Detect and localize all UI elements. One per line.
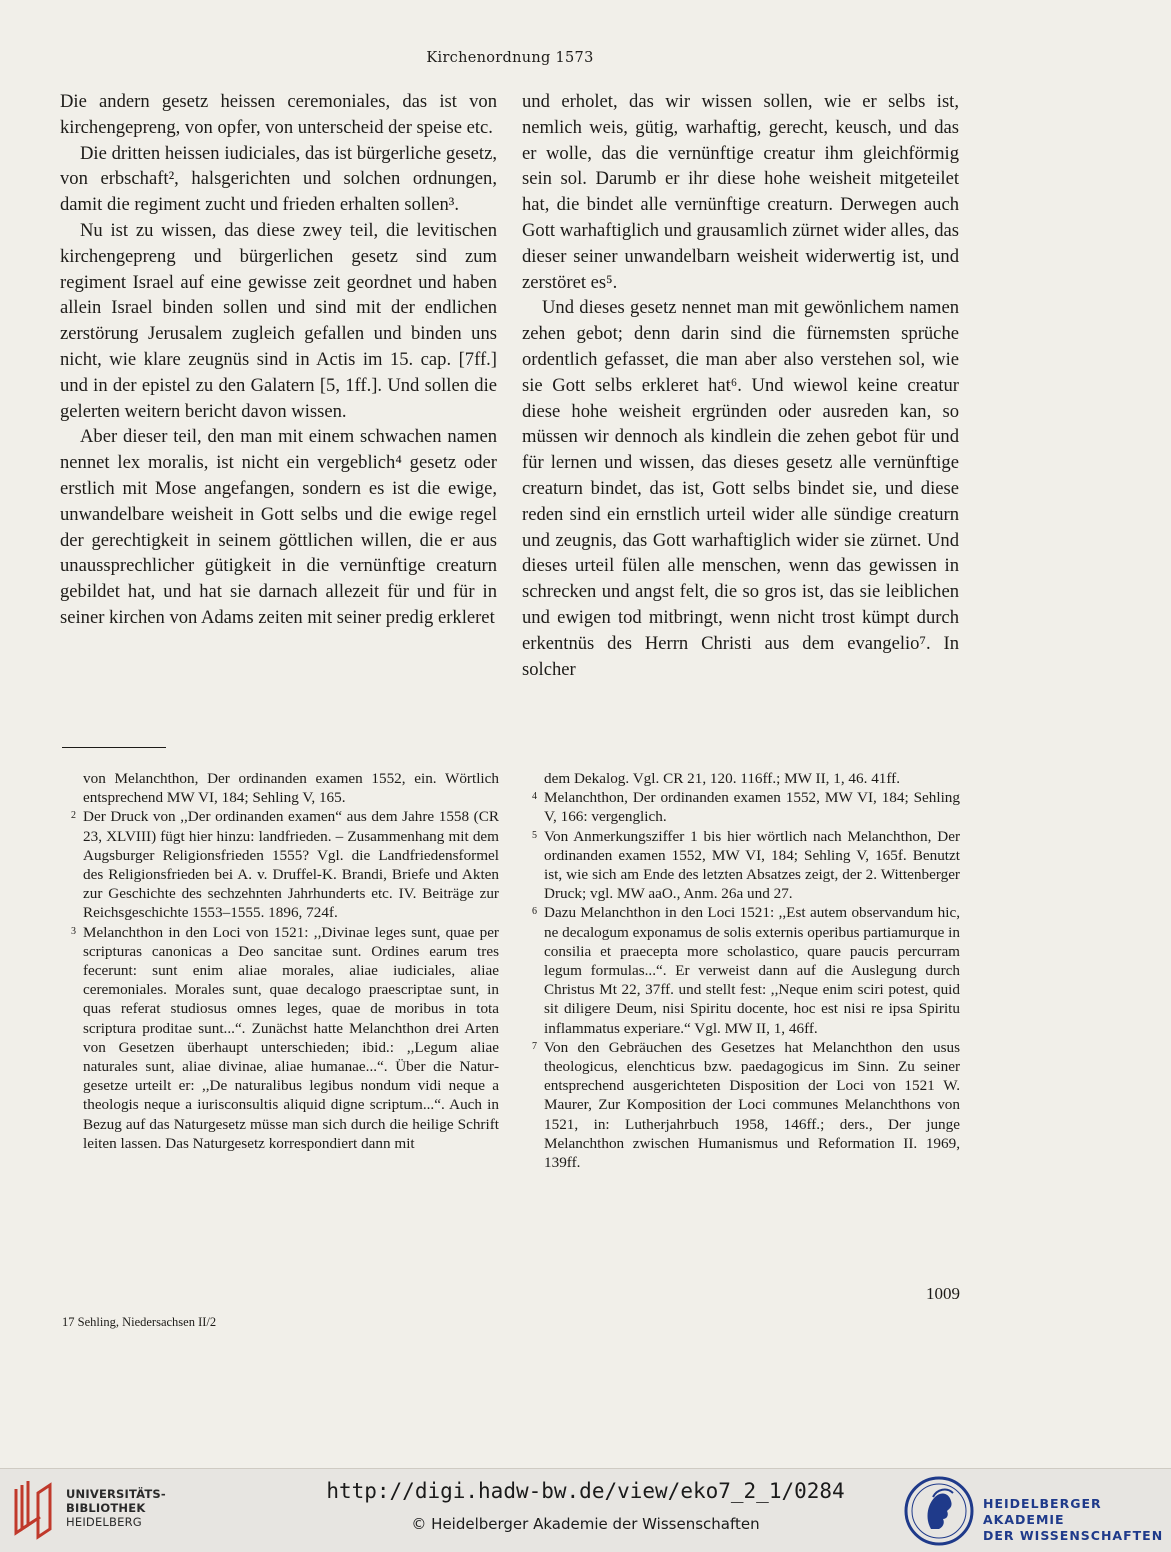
footnote-text: Melanchthon in den Loci von 1521: ,,Divinae leges sunt, quae per scripturas canonicas a Deo sancitae sunt. Ordines earum tres fecerunt: sunt enim aliae morales, aliae iudiciales, aliae ceremoniales. Morales sunt, quae decalogo praescriptae sunt, in quas referat studiosus omnes leges, quae de moribus in tota scriptura proditae sunt...“. Zunächst hatte Melanchthon drei Arten von Gesetzen überhaupt unterschieden; ibid.: ,,Legum aliae naturales sunt, aliae divinae, aliae humanae...“. Über die Naturgesetze urteilt er: ,,De naturalibus legibus nondum vidi neque a theologis neque a iurisconsultis aliquid digne scriptum...“. Auch in Bezug auf das Naturgesetz müsse man sich durch die heilige Schrift leiten lassen. Das Naturgesetz korrespondiert dann mit (83, 923, 499, 1152)
academy-line: HEIDELBERGER AKADEMIE (983, 1496, 1102, 1527)
printer-signature: 17 Sehling, Niedersachsen II/2 (62, 1315, 217, 1329)
academy-line: DER WISSENSCHAFTEN (983, 1528, 1164, 1543)
paragraph: Die dritten heissen iudiciales, das ist bürgerliche gesetz, von erbschaft², halsgerichten und solchen ordnungen, damit die regiment zucht und frieden erhalten sollen³. (60, 142, 497, 216)
footnote-separator (62, 747, 166, 748)
body-column-right (522, 89, 959, 682)
paragraph: Die andern gesetz heissen ceremoniales, das ist von kirchengepreng, von opfer, von unterscheid der speise etc. (60, 91, 497, 138)
page-number: 1009 (926, 1284, 960, 1303)
library-line: HEIDELBERG (66, 1515, 142, 1529)
library-line: BIBLIOTHEK (66, 1501, 146, 1515)
footnote (523, 1038, 960, 1172)
footnote (62, 807, 499, 922)
paragraph: Nu ist zu wissen, das diese zwey teil, die levitischen kirchengepreng und bürgerlichen gesetz sind zum regiment Israel auf eine gewisse zeit geordnet und haben allein Israel binden sollen und sind mit der endlichen zerstörung Jerusalem zugleich gefallen und binden uns nicht, wie klare zeugnüs sind in Actis im 15. cap. [7ff.] und in der epistel zu den Galatern [5, 1ff.]. Und sollen die gelerten weitern bericht davon wissen. (60, 219, 497, 422)
footnote-number: 7 (532, 1040, 537, 1052)
viewer-footer (0, 1468, 1171, 1552)
copyright-notice: © Heidelberger Akademie der Wissenschaften (411, 1515, 760, 1533)
footnote-text: dem Dekalog. Vgl. CR 21, 120. 116ff.; MW II, 1, 46. 41ff. (544, 770, 901, 787)
academy-name (983, 1496, 1171, 1544)
paragraph: Und dieses gesetz nennet man mit gewönlichem namen zehen gebot; denn darin sind die fürnemsten sprüche ordentlich gefasset, die man aber also verstehen sol, wie sie Gott selbs erkleret hat⁶. Und wiewol keine creatur diese hohe weisheit ergründen oder ausreden kan, so müssen wir dennoch als kindlein die zehen gebot für und für lernen und wissen, das dieses gesetz alle vernünftige creaturn bindet, das ist, Gott selbs bindet sie, und diese reden sind ein ernstlich urteil wider alle sündige creaturn und zeugnis, das Gott warhaftiglich wider sie zürnet. Und dieses urteil fülen alle menschen, wenn das gewissen in schrecken und angst felt, die so gros ist, das sie leiblichen und ewigen tod mitbringt, wenn nicht trost kümpt durch erkentnüs des Herrn Christi aus dem evangelio⁷. In solcher (522, 297, 959, 680)
footnote-number: 3 (71, 925, 76, 937)
footnotes-right (523, 769, 960, 1172)
academy-seal-icon (903, 1475, 975, 1547)
footnote-text: Dazu Melanchthon in den Loci 1521: ,,Est autem observandum hic, ne decalogum exponamus de solis externis operibus partiamurque in consilia et praecepta more scholastico, quare paucis percurram legum formulas...“. Er verweist dann auf die Auslegung durch Christus Mt 22, 37ff. und stellt fest: ,,Neque enim sciri potest, quid sit diligere Deum, nisi Spiritu docente, hoc est nisi re ipsa Spiritu inflammatus experiare.“ Vgl. MW II, 1, 46ff. (544, 904, 960, 1037)
library-line: UNIVERSITÄTS- (66, 1487, 166, 1501)
footnote (62, 923, 499, 1153)
footnote (523, 903, 960, 1037)
footnote-number: 6 (532, 906, 537, 918)
permalink-url[interactable]: http://digi.hadw-bw.de/view/eko7_2_1/0284 (326, 1479, 845, 1503)
footnote (523, 769, 960, 788)
footnote (62, 769, 499, 807)
footnotes-left (62, 769, 499, 1153)
footnote-number: 5 (532, 829, 537, 841)
body-column-left (60, 89, 497, 631)
running-title: Kirchenordnung 1573 (426, 50, 594, 66)
footnote (523, 788, 960, 826)
footnote-text: Von den Gebräuchen des Gesetzes hat Melanchthon den usus theologicus, elenchticus bzw. paedagogicus im Sinn. Zu seiner entsprechend ausgerichteten Disposition der Loci von 1521 W. Maurer, Zur Komposition der Loci communes Melanchthons von 1521, in: Lutherjahrbuch 1958, 146ff.; ders., Der junge Melanchthon zwischen Humanismus und Reformation II. 1969, 139ff. (544, 1038, 960, 1172)
footnote-text: Der Druck von ,,Der ordinanden examen“ aus dem Jahre 1558 (CR 23, XLVIII) fügt hier hinzu: landfrieden. – Zusammenhang mit dem Augsburger Religionsfrieden 1555? Vgl. die Landfriedensformel des Religionsfrieden bei A. v. Druffel-K. Brandi, Briefe und Akten zur Geschichte des sechzehnten Jahrhunderts etc. IV. Beiträge zur Reichsgeschichte 1553–1555. 1896, 724f. (83, 808, 499, 922)
paragraph: Aber dieser teil, den man mit einem schwachen namen nennet lex moralis, ist nicht ein vergeblich⁴ gesetz oder erstlich mit Mose angefangen, sondern es ist die ewige, unwandelbare weisheit in Gott selbs und die ewige regel der gerechtigkeit in seinem göttlichen willen, die er aus unaussprechlicher gütigkeit in die vernünftige creaturn gebildet hat, und hat sie darnach allezeit für und für in seiner kirchen von Adams zeiten mit seiner predig erkleret (60, 426, 497, 628)
footnote-text: Von Anmerkungsziffer 1 bis hier wörtlich nach Melanchthon, Der ordinanden examen 1552, MW VI, 184; Sehling V, 165f. Benutzt ist, wie sich am Ende des letzten Absatzes zeigt, der 2. Wittenberger Druck; vgl. MW aaO., Anm. 26a und 27. (544, 827, 960, 903)
footnote-text: Melanchthon, Der ordinanden examen 1552, MW VI, 184; Sehling V, 166: vergenglich. (544, 789, 960, 826)
paragraph: und erholet, das wir wissen sollen, wie er selbs ist, nemlich weis, gütig, warhaftig, gerecht, keusch, und das er wolle, das die vernünftige creatur ihm gleichförmig sein sol. Darumb er ihr diese hohe weisheit mitgeteilet hat, die bindet alle vernünftige creaturn. Derwegen auch Gott warhaftiglich und grausamlich zürnet wider alles, das dieser seiner unwandelbarn weisheit widerwertig ist, und zerstöret es⁵. (522, 91, 959, 293)
footnote-text: von Melanchthon, Der ordinanden examen 1552, ein. Wörtlich entsprechend MW VI, 184; Sehling V, 165. (83, 770, 499, 807)
footnote-number: 2 (71, 810, 76, 822)
footnote (523, 827, 960, 904)
footnote-number: 4 (532, 791, 537, 803)
